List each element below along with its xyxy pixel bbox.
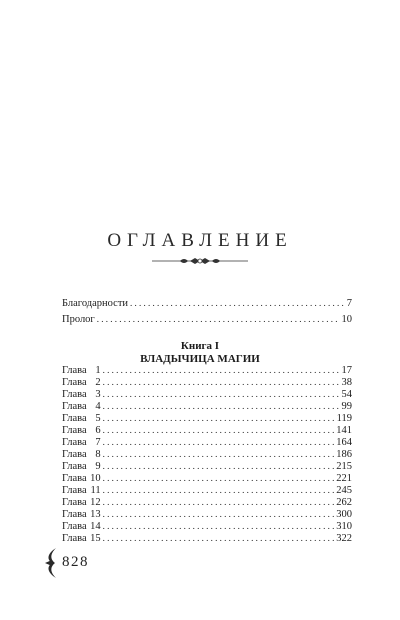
chapter-number: 7 xyxy=(95,437,101,448)
chapter-number: 5 xyxy=(95,413,101,424)
chapter-number: 14 xyxy=(90,521,101,532)
chapter-number: 6 xyxy=(95,425,101,436)
chapter-word: Глава xyxy=(62,389,87,400)
flourish-ornament-icon xyxy=(150,255,250,267)
chapter-page: 99 xyxy=(341,401,352,412)
chapter-word: Глава xyxy=(62,497,87,508)
chapter-word: Глава xyxy=(62,365,87,376)
chapter-page: 164 xyxy=(336,437,352,448)
chapter-word: Глава xyxy=(62,509,87,520)
toc-entry-page: 7 xyxy=(346,298,352,309)
chapter-page: 119 xyxy=(336,413,352,424)
toc-entry-page: 10 xyxy=(341,314,352,325)
chapter-word: Глава xyxy=(62,461,87,472)
chapter-word: Глава xyxy=(62,437,87,448)
chapter-word: Глава xyxy=(62,449,87,460)
chapter-number: 2 xyxy=(95,377,101,388)
chapter-page: 221 xyxy=(336,473,352,484)
chapter-word: Глава xyxy=(62,533,87,544)
chapter-number: 10 xyxy=(90,473,101,484)
chapter-page: 310 xyxy=(336,521,352,532)
chapter-number: 12 xyxy=(90,497,101,508)
toc-entry-acknowledgements[interactable] xyxy=(62,297,352,310)
book-title: ВЛАДЫЧИЦА МАГИИ xyxy=(140,353,260,365)
chapter-page: 262 xyxy=(336,497,352,508)
toc-entry-prologue[interactable] xyxy=(62,313,352,326)
chapter-page: 141 xyxy=(336,425,352,436)
toc-entry-label: Пролог xyxy=(62,314,95,325)
leaf-ornament-icon xyxy=(44,547,58,579)
chapter-page: 54 xyxy=(341,389,352,400)
chapter-number: 11 xyxy=(90,485,101,496)
chapter-number: 9 xyxy=(95,461,101,472)
chapter-word: Глава xyxy=(62,521,87,532)
page-number: 828 xyxy=(62,554,89,570)
chapter-number: 3 xyxy=(95,389,101,400)
chapter-number: 4 xyxy=(95,401,101,412)
chapter-word: Глава xyxy=(62,377,87,388)
chapter-word: Глава xyxy=(62,413,87,424)
chapter-number: 1 xyxy=(95,365,101,376)
chapter-word: Глава xyxy=(62,473,87,484)
toc-entry-chapter[interactable] xyxy=(62,532,352,545)
chapter-word: Глава xyxy=(62,401,87,412)
chapter-page: 186 xyxy=(336,449,352,460)
chapter-page: 17 xyxy=(341,365,352,376)
toc-heading: ОГЛАВЛЕНИЕ xyxy=(107,230,293,251)
chapter-page: 245 xyxy=(336,485,352,496)
chapter-word: Глава xyxy=(62,425,87,436)
book-number: Книга I xyxy=(180,340,220,352)
chapter-number: 8 xyxy=(95,449,101,460)
chapter-word: Глава xyxy=(62,485,87,496)
toc-entry-label: Благодарности xyxy=(62,298,129,309)
chapter-page: 215 xyxy=(336,461,352,472)
chapter-page: 300 xyxy=(336,509,352,520)
chapter-number: 15 xyxy=(90,533,101,544)
chapter-page: 38 xyxy=(341,377,352,388)
chapter-page: 322 xyxy=(336,533,352,544)
chapter-number: 13 xyxy=(90,509,101,520)
